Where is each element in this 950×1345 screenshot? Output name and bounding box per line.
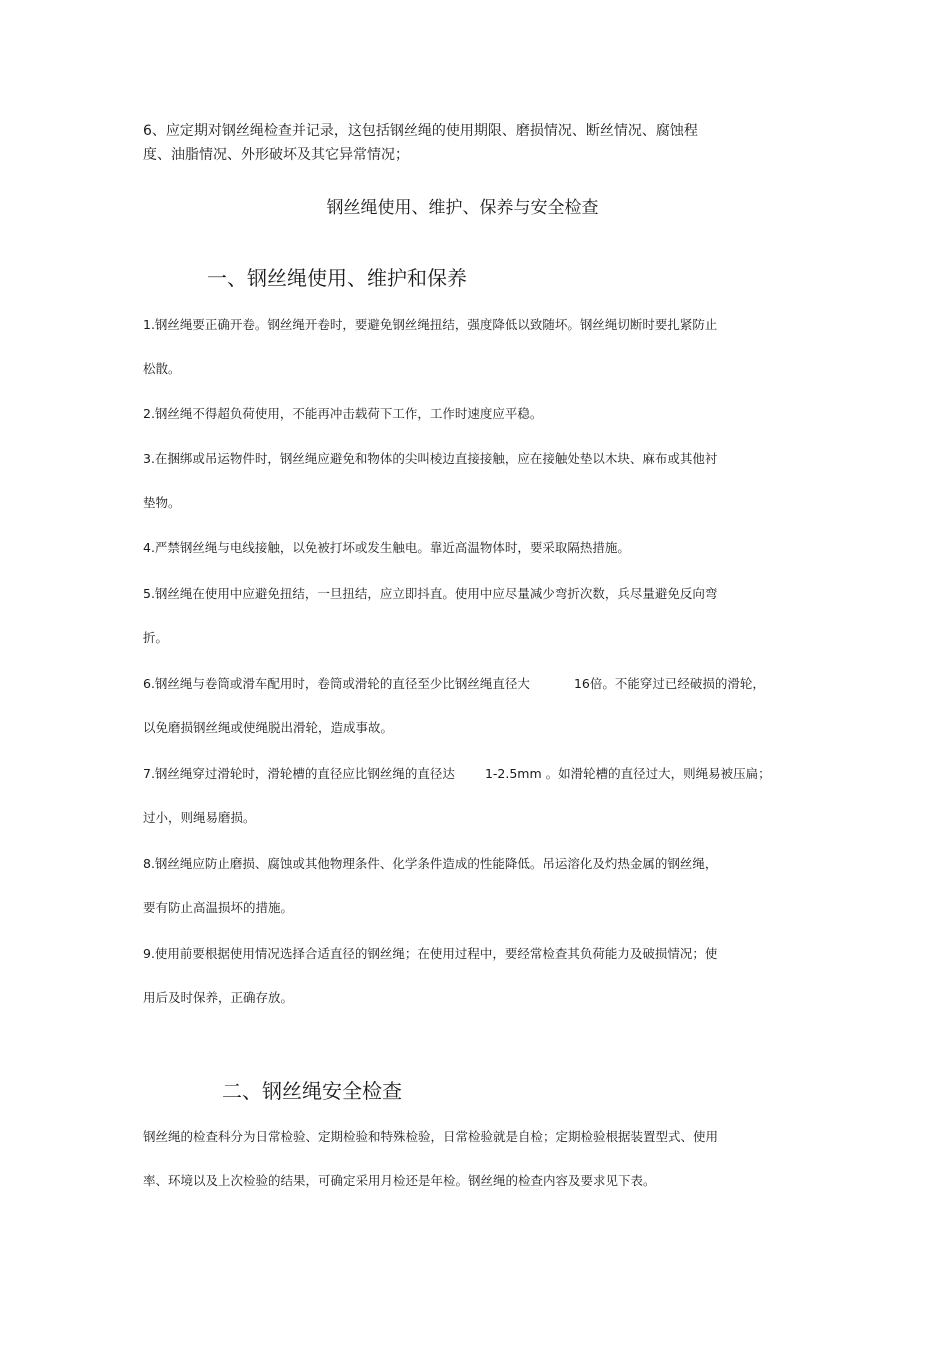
item-4-line-1: 4.严禁钢丝绳与电线接触，以免被打坏或发生触电。靠近高温物体时，要采取隔热措施。 — [143, 540, 630, 555]
intro-line-2: 度、油脂情况、外形破坏及其它异常情况； — [143, 147, 409, 163]
item-1-line-2: 松散。 — [143, 361, 181, 376]
item-6-line-1-part-b: 16倍。不能穿过已经破损的滑轮， — [573, 676, 765, 691]
document-title: 钢丝绳使用、维护、保养与安全检查 — [326, 198, 599, 218]
section-2-para-line-1: 钢丝绳的检查科分为日常检验、定期检验和特殊检验，日常检验就是自检；定期检验根据装置型式、使用 — [143, 1129, 719, 1144]
intro-line-1: 6、应定期对钢丝绳检查并记录，这包括钢丝绳的使用期限、磨损情况、断丝情况、腐蚀程 — [143, 123, 698, 139]
item-3-line-1: 3.在捆绑或吊运物件时，钢丝绳应避免和物体的尖叫棱边直接接触，应在接触处垫以木块、麻布或其他衬 — [143, 451, 718, 466]
item-7-line-2: 过小，则绳易磨损。 — [143, 810, 256, 825]
item-6-line-1-part-a: 6.钢丝绳与卷筒或滑车配用时，卷筒或滑轮的直径至少比钢丝绳直径大 — [143, 676, 530, 691]
item-1-line-1: 1.钢丝绳要正确开卷。钢丝绳开卷时，要避免钢丝绳扭结，强度降低以致随坏。钢丝绳切断时要扎紧防止 — [143, 317, 718, 332]
item-8-line-2: 要有防止高温损坏的措施。 — [143, 900, 294, 915]
item-5-line-2: 折。 — [143, 630, 169, 645]
section-1-heading: 一、钢丝绳使用、维护和保养 — [207, 266, 467, 290]
section-2-heading: 二、钢丝绳安全检查 — [222, 1079, 402, 1103]
item-7-line-1-part-a: 7.钢丝绳穿过滑轮时，滑轮槽的直径应比钢丝绳的直径达 — [143, 766, 455, 781]
item-9-line-2: 用后及时保养，正确存放。 — [143, 990, 294, 1005]
item-8-line-1: 8.钢丝绳应防止磨损、腐蚀或其他物理条件、化学条件造成的性能降低。吊运溶化及灼热金属的钢丝绳， — [143, 856, 718, 871]
item-7-line-1 — [143, 766, 771, 782]
item-6-line-1 — [143, 676, 765, 692]
item-9-line-1: 9.使用前要根据使用情况选择合适直径的钢丝绳；在使用过程中，要经常检查其负荷能力及破损情况；使 — [143, 946, 718, 961]
item-6-line-2: 以免磨损钢丝绳或使绳脱出滑轮，造成事故。 — [143, 720, 394, 735]
item-3-line-2: 垫物。 — [143, 495, 181, 510]
section-2-para-line-2: 率、环境以及上次检验的结果，可确定采用月检还是年检。钢丝绳的检查内容及要求见下表。 — [143, 1173, 656, 1188]
item-5-line-1: 5.钢丝绳在使用中应避免扭结，一旦扭结，应立即抖直。使用中应尽量减少弯折次数，兵尽量避免反向弯 — [143, 586, 718, 601]
item-7-line-1-part-b: 1-2.5mm 。如滑轮槽的直径过大，则绳易被压扁； — [484, 766, 771, 781]
item-2-line-1: 2.钢丝绳不得超负荷使用，不能再冲击载荷下工作，工作时速度应平稳。 — [143, 406, 543, 421]
